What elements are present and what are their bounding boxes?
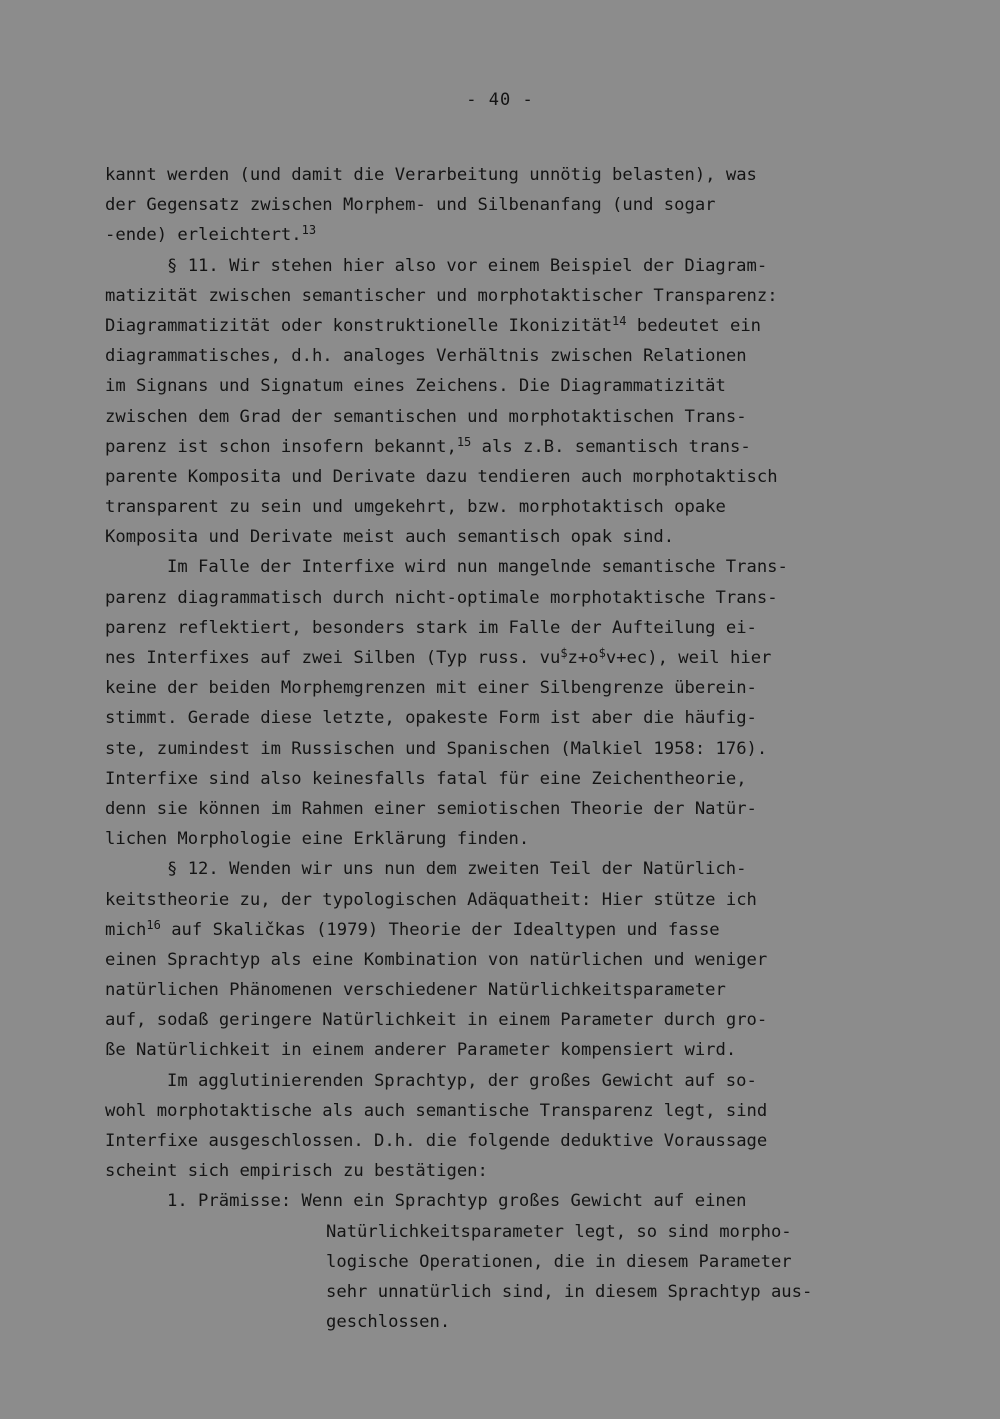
text-segment: logische Operationen, die in diesem Parameter xyxy=(326,1251,792,1272)
text-line xyxy=(105,734,895,764)
text-line xyxy=(105,190,895,220)
text-line xyxy=(105,764,895,794)
text-line xyxy=(105,341,895,371)
text-segment: scheint sich empirisch zu bestätigen: xyxy=(105,1161,488,1182)
text-line xyxy=(105,281,895,311)
text-segment: parenz reflektiert, besonders stark im Falle der Aufteilung ei- xyxy=(105,617,757,638)
text-line xyxy=(105,613,895,643)
text-segment: Interfixe ausgeschlossen. D.h. die folgende deduktive Voraussage xyxy=(105,1131,768,1151)
text-line xyxy=(105,703,895,733)
text-line xyxy=(105,371,895,401)
footnote-marker: $ xyxy=(598,646,606,660)
text-line xyxy=(105,975,895,1005)
text-line xyxy=(105,885,895,915)
text-line xyxy=(105,1096,895,1126)
text-segment: im Signans und Signatum eines Zeichens. Die Diagrammatizität xyxy=(105,376,726,397)
text-segment: v+ec), weil hier xyxy=(605,648,772,668)
text-segment: mich xyxy=(105,919,147,940)
text-segment: Komposita und Derivate meist auch semantisch opak sind. xyxy=(105,527,675,548)
text-line xyxy=(105,220,895,250)
text-line xyxy=(105,552,895,582)
text-line xyxy=(105,402,895,432)
text-segment: ße Natürlichkeit in einem anderer Parameter kompensiert wird. xyxy=(105,1040,737,1061)
text-line xyxy=(105,583,895,613)
text-line xyxy=(105,1156,895,1186)
text-segment: wohl morphotaktische als auch semantische Transparenz legt, sind xyxy=(105,1100,768,1121)
text-line xyxy=(105,251,895,281)
text-line xyxy=(105,673,895,703)
text-segment: keine der beiden Morphemgrenzen mit einer Silbengrenze überein- xyxy=(105,678,757,699)
text-segment: kannt werden (und damit die Verarbeitung unnötig belasten), was xyxy=(105,165,757,185)
text-line xyxy=(105,1005,895,1035)
text-line xyxy=(105,492,895,522)
text-line xyxy=(105,1277,895,1307)
text-line xyxy=(105,462,895,492)
text-segment: Im Falle der Interfixe wird nun mangelnde semantische Trans- xyxy=(167,557,788,578)
text-segment: zwischen dem Grad der semantischen und morphotaktischen Trans- xyxy=(105,406,747,427)
text-segment: parenz diagrammatisch durch nicht-optimale morphotaktische Trans- xyxy=(105,587,778,608)
text-segment: 1. Prämisse: Wenn ein Sprachtyp großes Gewicht auf einen xyxy=(167,1191,747,1212)
footnote-marker: 15 xyxy=(456,434,472,449)
text-segment: Diagrammatizität oder konstruktionelle Ikonizität xyxy=(105,315,613,336)
text-segment: stimmt. Gerade diese letzte, opakeste Form ist aber die häufig- xyxy=(105,708,757,729)
text-line xyxy=(105,794,895,824)
text-line xyxy=(105,1247,895,1277)
text-line xyxy=(105,522,895,552)
body-text xyxy=(105,160,895,1337)
text-segment: bedeutet ein xyxy=(626,315,762,336)
text-segment: als z.B. semantisch trans- xyxy=(471,436,751,457)
page-number: - 40 - xyxy=(466,90,534,110)
text-segment: einen Sprachtyp als eine Kombination von natürlichen und weniger xyxy=(105,949,768,970)
text-segment: denn sie können im Rahmen einer semiotischen Theorie der Natür- xyxy=(105,798,757,819)
text-segment: Im agglutinierenden Sprachtyp, der großes Gewicht auf so- xyxy=(167,1070,757,1091)
text-line xyxy=(105,311,895,341)
text-line xyxy=(105,915,895,945)
text-segment: § 11. Wir stehen hier also vor einem Beispiel der Diagram- xyxy=(167,255,768,276)
footnote-marker: 14 xyxy=(612,313,627,328)
text-segment: ste, zumindest im Russischen und Spanischen (Malkiel 1958: 176). xyxy=(105,738,768,759)
text-segment: auf Skaličkas (1979) Theorie der Idealtypen und fasse xyxy=(160,919,720,940)
text-segment: Natürlichkeitsparameter legt, so sind morpho- xyxy=(326,1221,792,1242)
footnote-marker: 16 xyxy=(146,917,161,932)
text-segment: auf, sodaß geringere Natürlichkeit in einem Parameter durch gro- xyxy=(105,1010,768,1031)
text-line xyxy=(105,643,895,673)
text-segment: diagrammatisches, d.h. analoges Verhältnis zwischen Relationen xyxy=(105,346,747,367)
text-line xyxy=(105,1035,895,1065)
text-segment: nes Interfixes auf zwei Silben (Typ russ. vu xyxy=(105,648,561,668)
text-line xyxy=(105,1217,895,1247)
text-segment: matizität zwischen semantischer und morphotaktischer Transparenz: xyxy=(105,285,778,306)
text-line xyxy=(105,432,895,462)
text-segment: transparent zu sein und umgekehrt, bzw. morphotaktisch opake xyxy=(105,497,726,518)
text-line xyxy=(105,1307,895,1337)
text-line xyxy=(105,160,895,190)
text-segment: geschlossen. xyxy=(326,1312,451,1333)
text-segment: keitstheorie zu, der typologischen Adäquatheit: Hier stütze ich xyxy=(105,889,757,910)
text-line xyxy=(105,945,895,975)
text-segment: sehr unnatürlich sind, in diesem Sprachtyp aus- xyxy=(326,1281,813,1302)
text-line xyxy=(105,1126,895,1156)
text-segment: natürlichen Phänomenen verschiedener Natürlichkeitsparameter xyxy=(105,980,726,1001)
text-line xyxy=(105,854,895,884)
text-segment: Interfixe sind also keinesfalls fatal für eine Zeichentheorie, xyxy=(105,768,747,789)
text-segment: der Gegensatz zwischen Morphem- und Silbenanfang (und sogar xyxy=(105,195,716,216)
footnote-marker: $ xyxy=(560,646,568,660)
text-segment: lichen Morphologie eine Erklärung finden. xyxy=(105,829,530,850)
text-segment: § 12. Wenden wir uns nun dem zweiten Teil der Natürlich- xyxy=(167,859,747,880)
text-line xyxy=(105,1186,895,1216)
text-segment: parenz ist schon insofern bekannt, xyxy=(105,436,457,457)
text-segment: parente Komposita und Derivate dazu tendieren auch morphotaktisch xyxy=(105,466,778,487)
text-segment: -ende) erleichtert. xyxy=(105,225,302,246)
text-line xyxy=(105,824,895,854)
text-segment: z+o xyxy=(567,648,599,668)
text-line xyxy=(105,1066,895,1096)
footnote-marker: 13 xyxy=(301,223,317,238)
